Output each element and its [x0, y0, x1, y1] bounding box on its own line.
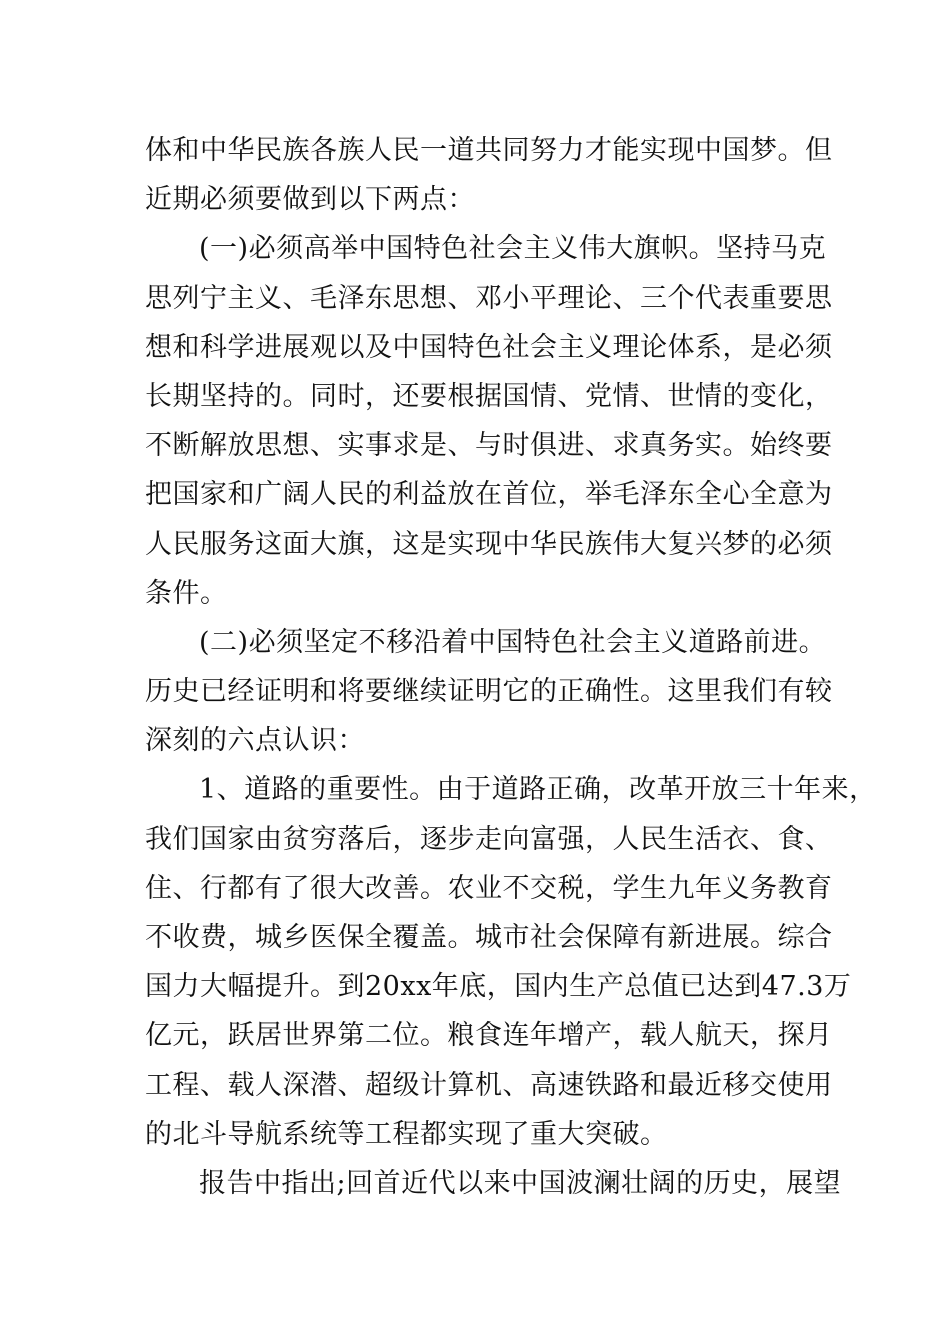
text-line: 近期必须要做到以下两点： [145, 184, 475, 216]
text-line: 不断解放思想、实事求是、与时俱进、求真务实。始终要 [145, 430, 833, 462]
paragraph-start-line: 1、道路的重要性。由于道路正确，改革开放三十年来， [199, 774, 877, 806]
paragraph-start-line: 报告中指出;回首近代以来中国波澜壮阔的历史，展望 [199, 1167, 842, 1199]
text-line: 亿元，跃居世界第二位。粮食连年增产，载人航天，探月 [145, 1020, 833, 1052]
text-line: 历史已经证明和将要继续证明它的正确性。这里我们有较 [145, 676, 833, 708]
text-line: 不收费，城乡医保全覆盖。城市社会保障有新进展。综合 [145, 922, 833, 953]
text-line: 我们国家由贫穷落后，逐步走向富强，人民生活衣、食、 [145, 823, 833, 855]
text-line: 想和科学进展观以及中国特色社会主义理论体系，是必须 [145, 331, 833, 363]
text-line: 深刻的六点认识： [145, 725, 365, 757]
body-text [145, 126, 877, 1208]
paragraph-start-line: (一)必须高举中国特色社会主义伟大旗帜。坚持马克 [199, 233, 827, 265]
text-line: 工程、载人深潜、超级计算机、高速铁路和最近移交使用 [145, 1069, 833, 1101]
text-line: 长期坚持的。同时，还要根据国情、党情、世情的变化， [145, 380, 833, 412]
text-line: 国力大幅提升。到20xx年底，国内生产总值已达到47.3万 [145, 971, 852, 1003]
text-line: 人民服务这面大旗，这是实现中华民族伟大复兴梦的必须 [145, 528, 833, 560]
text-line: 思列宁主义、毛泽东思想、邓小平理论、三个代表重要思 [145, 282, 833, 314]
text-line: 条件。 [145, 577, 228, 609]
text-line: 把国家和广阔人民的利益放在首位，举毛泽东全心全意为 [145, 479, 833, 511]
text-line: 体和中华民族各族人民一道共同努力才能实现中国梦。但 [145, 135, 833, 166]
paragraph-start-line: (二)必须坚定不移沿着中国特色社会主义道路前进。 [199, 626, 827, 658]
text-line: 的北斗导航系统等工程都实现了重大突破。 [145, 1118, 668, 1150]
text-line: 住、行都有了很大改善。农业不交税，学生九年义务教育 [145, 872, 833, 904]
